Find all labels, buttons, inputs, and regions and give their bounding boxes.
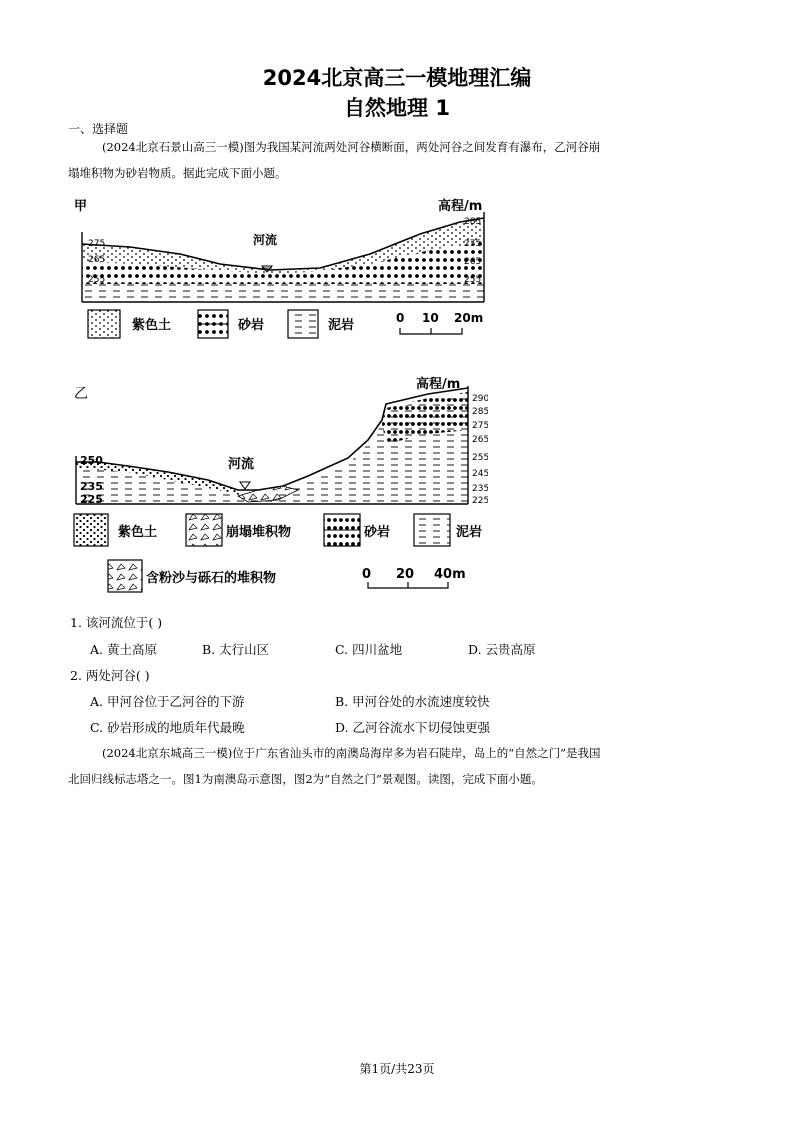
river-marker-icon bbox=[240, 482, 250, 489]
legend-swatch-collapse-deposit bbox=[186, 514, 222, 546]
tick-label: 250 bbox=[80, 454, 103, 467]
elevation-label: 高程/m bbox=[416, 377, 461, 392]
legend-label: 泥岩 bbox=[328, 318, 355, 333]
tick-label: 255 bbox=[464, 275, 482, 285]
legend-swatch-mudstone bbox=[414, 514, 450, 546]
tick-label: 235 bbox=[472, 484, 488, 494]
question-1-option-a[interactable]: A. 黄土高原 bbox=[90, 642, 157, 657]
figure-cross-section-b bbox=[68, 372, 488, 601]
question-1-stem: 1. 该河流位于( ) bbox=[70, 615, 163, 630]
legend-label: 泥岩 bbox=[456, 525, 483, 540]
question-1-option-c[interactable]: C. 四川盆地 bbox=[335, 642, 403, 657]
tick-label: 275 bbox=[472, 421, 488, 431]
scale-label: 40m bbox=[434, 567, 466, 582]
tick-label: 285 bbox=[464, 217, 482, 227]
question-2-option-a[interactable]: A. 甲河谷位于乙河谷的下游 bbox=[90, 694, 245, 709]
elevation-label: 高程/m bbox=[438, 199, 483, 214]
question-2-stem: 2. 两处河谷( ) bbox=[70, 668, 150, 683]
section-heading: 一、选择题 bbox=[68, 122, 129, 136]
mudstone-layer bbox=[82, 284, 484, 302]
page-subtitle: 自然地理 1 bbox=[344, 96, 450, 120]
tick-label: 245 bbox=[472, 469, 488, 479]
river-label: 河流 bbox=[253, 233, 278, 247]
legend-swatch-purple-soil bbox=[88, 310, 120, 338]
scale-label: 0 bbox=[362, 567, 372, 582]
tick-label: 225 bbox=[472, 496, 488, 506]
question-2-option-d[interactable]: D. 乙河谷流水下切侵蚀更强 bbox=[335, 720, 491, 735]
legend-label: 含粉沙与砾石的堆积物 bbox=[146, 571, 277, 586]
tick-label: 290 bbox=[472, 394, 488, 404]
legend-label: 紫色土 bbox=[132, 318, 172, 333]
figure-cross-section-a bbox=[70, 192, 510, 346]
tick-label: 275 bbox=[464, 239, 482, 249]
intro-paragraph-2 bbox=[68, 740, 728, 792]
figure-b-label: 乙 bbox=[74, 386, 88, 402]
tick-label: 235 bbox=[80, 480, 103, 493]
scale-label: 10 bbox=[422, 311, 439, 325]
legend-label: 崩塌堆积物 bbox=[226, 525, 292, 540]
scale-label: 20 bbox=[396, 567, 415, 582]
intro-paragraph-1 bbox=[68, 134, 728, 186]
scale-label: 20m bbox=[454, 311, 484, 325]
page-title: 2024北京高三一模地理汇编 bbox=[262, 66, 532, 90]
legend-swatch-silt-gravel-deposit bbox=[108, 560, 142, 592]
tick-label: 285 bbox=[472, 407, 488, 417]
question-1-option-b[interactable]: B. 太行山区 bbox=[202, 642, 270, 657]
scale-label: 0 bbox=[396, 311, 405, 325]
tick-label: 265 bbox=[472, 435, 488, 445]
tick-label: 265 bbox=[464, 257, 482, 267]
intro-line: 北回归线标志塔之一。图1为南澳岛示意图，图2为“自然之门”景观图。读图，完成下面小题。 bbox=[68, 772, 543, 786]
legend-swatch-mudstone bbox=[288, 310, 318, 338]
legend-label: 紫色土 bbox=[118, 525, 158, 540]
figure-a-label: 甲 bbox=[74, 199, 88, 214]
legend-swatch-purple-soil bbox=[74, 514, 108, 546]
tick-label: 255 bbox=[472, 453, 488, 463]
legend-label: 砂岩 bbox=[238, 318, 265, 333]
question-1-option-d[interactable]: D. 云贵高原 bbox=[468, 642, 536, 657]
tick-label: 255 bbox=[88, 275, 106, 285]
river-label: 河流 bbox=[228, 457, 255, 472]
tick-label: 265 bbox=[88, 255, 106, 265]
intro-line: (2024北京东城高三一模)位于广东省汕头市的南澳岛海岸多为岩石陡岸，岛上的“自然之门”是我国 bbox=[102, 746, 601, 760]
question-2-option-c[interactable]: C. 砂岩形成的地质年代最晚 bbox=[90, 720, 245, 735]
page-footer: 第1页/共23页 bbox=[359, 1062, 435, 1076]
question-2-option-b[interactable]: B. 甲河谷处的水流速度较快 bbox=[335, 694, 490, 709]
intro-line: (2024北京石景山高三一模)图为我国某河流两处河谷横断面，两处河谷之间发育有瀑布，乙河谷崩 bbox=[102, 140, 601, 154]
legend-label: 砂岩 bbox=[364, 525, 391, 540]
tick-label: 275 bbox=[88, 239, 106, 249]
intro-line: 塌堆积物为砂岩物质。据此完成下面小题。 bbox=[68, 166, 287, 180]
tick-label: 225 bbox=[80, 493, 103, 506]
